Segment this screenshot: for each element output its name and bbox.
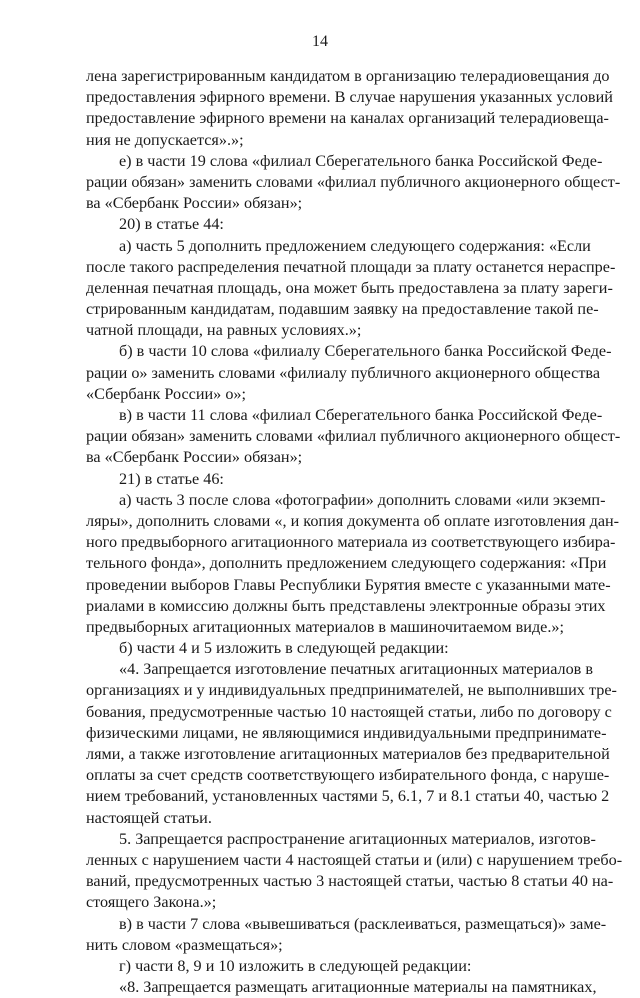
text-line: б) части 4 и 5 изложить в следующей редакции: (119, 639, 449, 658)
text-line: стрированным кандидатам, подавшим заявку на предоставление такой пе- (86, 300, 599, 319)
text-line: предоставления эфирного времени. В случае нарушения указанных условий (86, 88, 613, 107)
text-line: ваний, предусмотренных частью 3 настоящей статьи, частью 8 статьи 40 на- (86, 872, 614, 891)
text-line: ленных с нарушением части 4 настоящей статьи и (или) с нарушением требо- (86, 850, 623, 869)
text-line: чатной площади, на равных условиях.»; (86, 321, 362, 340)
text-line: ва «Сбербанк России» обязан»; (86, 194, 303, 213)
text-line: проведении выборов Главы Республики Бурятия вместе с указанными мате- (86, 575, 611, 594)
text-line: лями, а также изготовление агитационных материалов без предварительной (86, 745, 610, 763)
text-line: нием требований, установленных частями 5, 6.1, 7 и 8.1 статьи 40, частью 2 (86, 787, 610, 806)
text-line: 5. Запрещается распространение агитационных материалов, изготов- (119, 829, 596, 848)
text-line: в) в части 7 слова «вывешиваться (расклеиваться, размещаться)» заме- (119, 914, 607, 933)
text-line: организациях и у индивидуальных предпринимателей, не выполнивших тре- (86, 681, 617, 700)
text-line: оплаты за счет средств соответствующего избирательного фонда, с наруше- (86, 766, 610, 785)
text-line: физическими лицами, не являющимися индивидуальными предпринимате- (86, 723, 607, 742)
text-line: ния не допускается».»; (86, 130, 244, 149)
text-line: ва «Сбербанк России» обязан»; (86, 448, 303, 467)
text-line: рации о» заменить словами «филиалу публичного акционерного общества (86, 363, 601, 382)
body-text (86, 66, 623, 998)
text-line: а) часть 5 дополнить предложением следующего содержания: «Если (119, 236, 591, 255)
text-line: тельного фонда», дополнить предложением следующего содержания: «При (86, 554, 607, 573)
text-line: 20) в статье 44: (119, 215, 224, 234)
text-line: деленная печатная площадь, она может быть предоставлена за плату зареги- (86, 278, 613, 297)
text-line: после такого распределения печатной площади за плату останется нераспре- (86, 257, 616, 276)
text-line: б) в части 10 слова «филиалу Сберегательного банка Российской Феде- (119, 342, 612, 361)
text-line: предвыборных агитационных материалов в машиночитаемом виде.»; (86, 617, 564, 636)
page-number: 14 (312, 33, 328, 50)
text-line: рации обязан» заменить словами «филиал публичного акционерного общест- (86, 427, 621, 446)
text-line: предоставление эфирного времени на каналах организаций телерадиовеща- (86, 109, 609, 128)
text-line: «8. Запрещается размещать агитационные материалы на памятниках, (119, 978, 597, 997)
text-line: в) в части 11 слова «филиал Сберегательного банка Российской Феде- (119, 406, 603, 424)
text-line: настоящей статьи. (86, 808, 212, 827)
text-line: бования, предусмотренные частью 10 настоящей статьи, либо по договору с (86, 702, 612, 721)
text-line: г) части 8, 9 и 10 изложить в следующей редакции: (119, 956, 472, 975)
text-line: нить словом «размещаться»; (86, 935, 283, 954)
text-line: риалами в комиссию должны быть представлены электронные образы этих (86, 596, 606, 615)
text-line: а) часть 3 после слова «фотографии» дополнить словами «или экземп- (119, 490, 606, 509)
text-line: «Сбербанк России» о»; (86, 384, 247, 403)
text-line: е) в части 19 слова «филиал Сберегательного банка Российской Феде- (119, 151, 603, 170)
text-line: ного предвыборного агитационного материала из соответствующего избира- (86, 533, 616, 552)
text-line: «4. Запрещается изготовление печатных агитационных материалов в (119, 660, 594, 679)
text-line: лена зарегистрированным кандидатом в организацию телерадиовещания до (86, 67, 610, 85)
text-line: ляры», дополнить словами «, и копия документа об оплате изготовления дан- (86, 511, 620, 530)
text-line: 21) в статье 46: (119, 469, 224, 488)
text-line: рации обязан» заменить словами «филиал публичного акционерного общест- (86, 172, 621, 191)
text-line: стоящего Закона.»; (86, 893, 217, 912)
